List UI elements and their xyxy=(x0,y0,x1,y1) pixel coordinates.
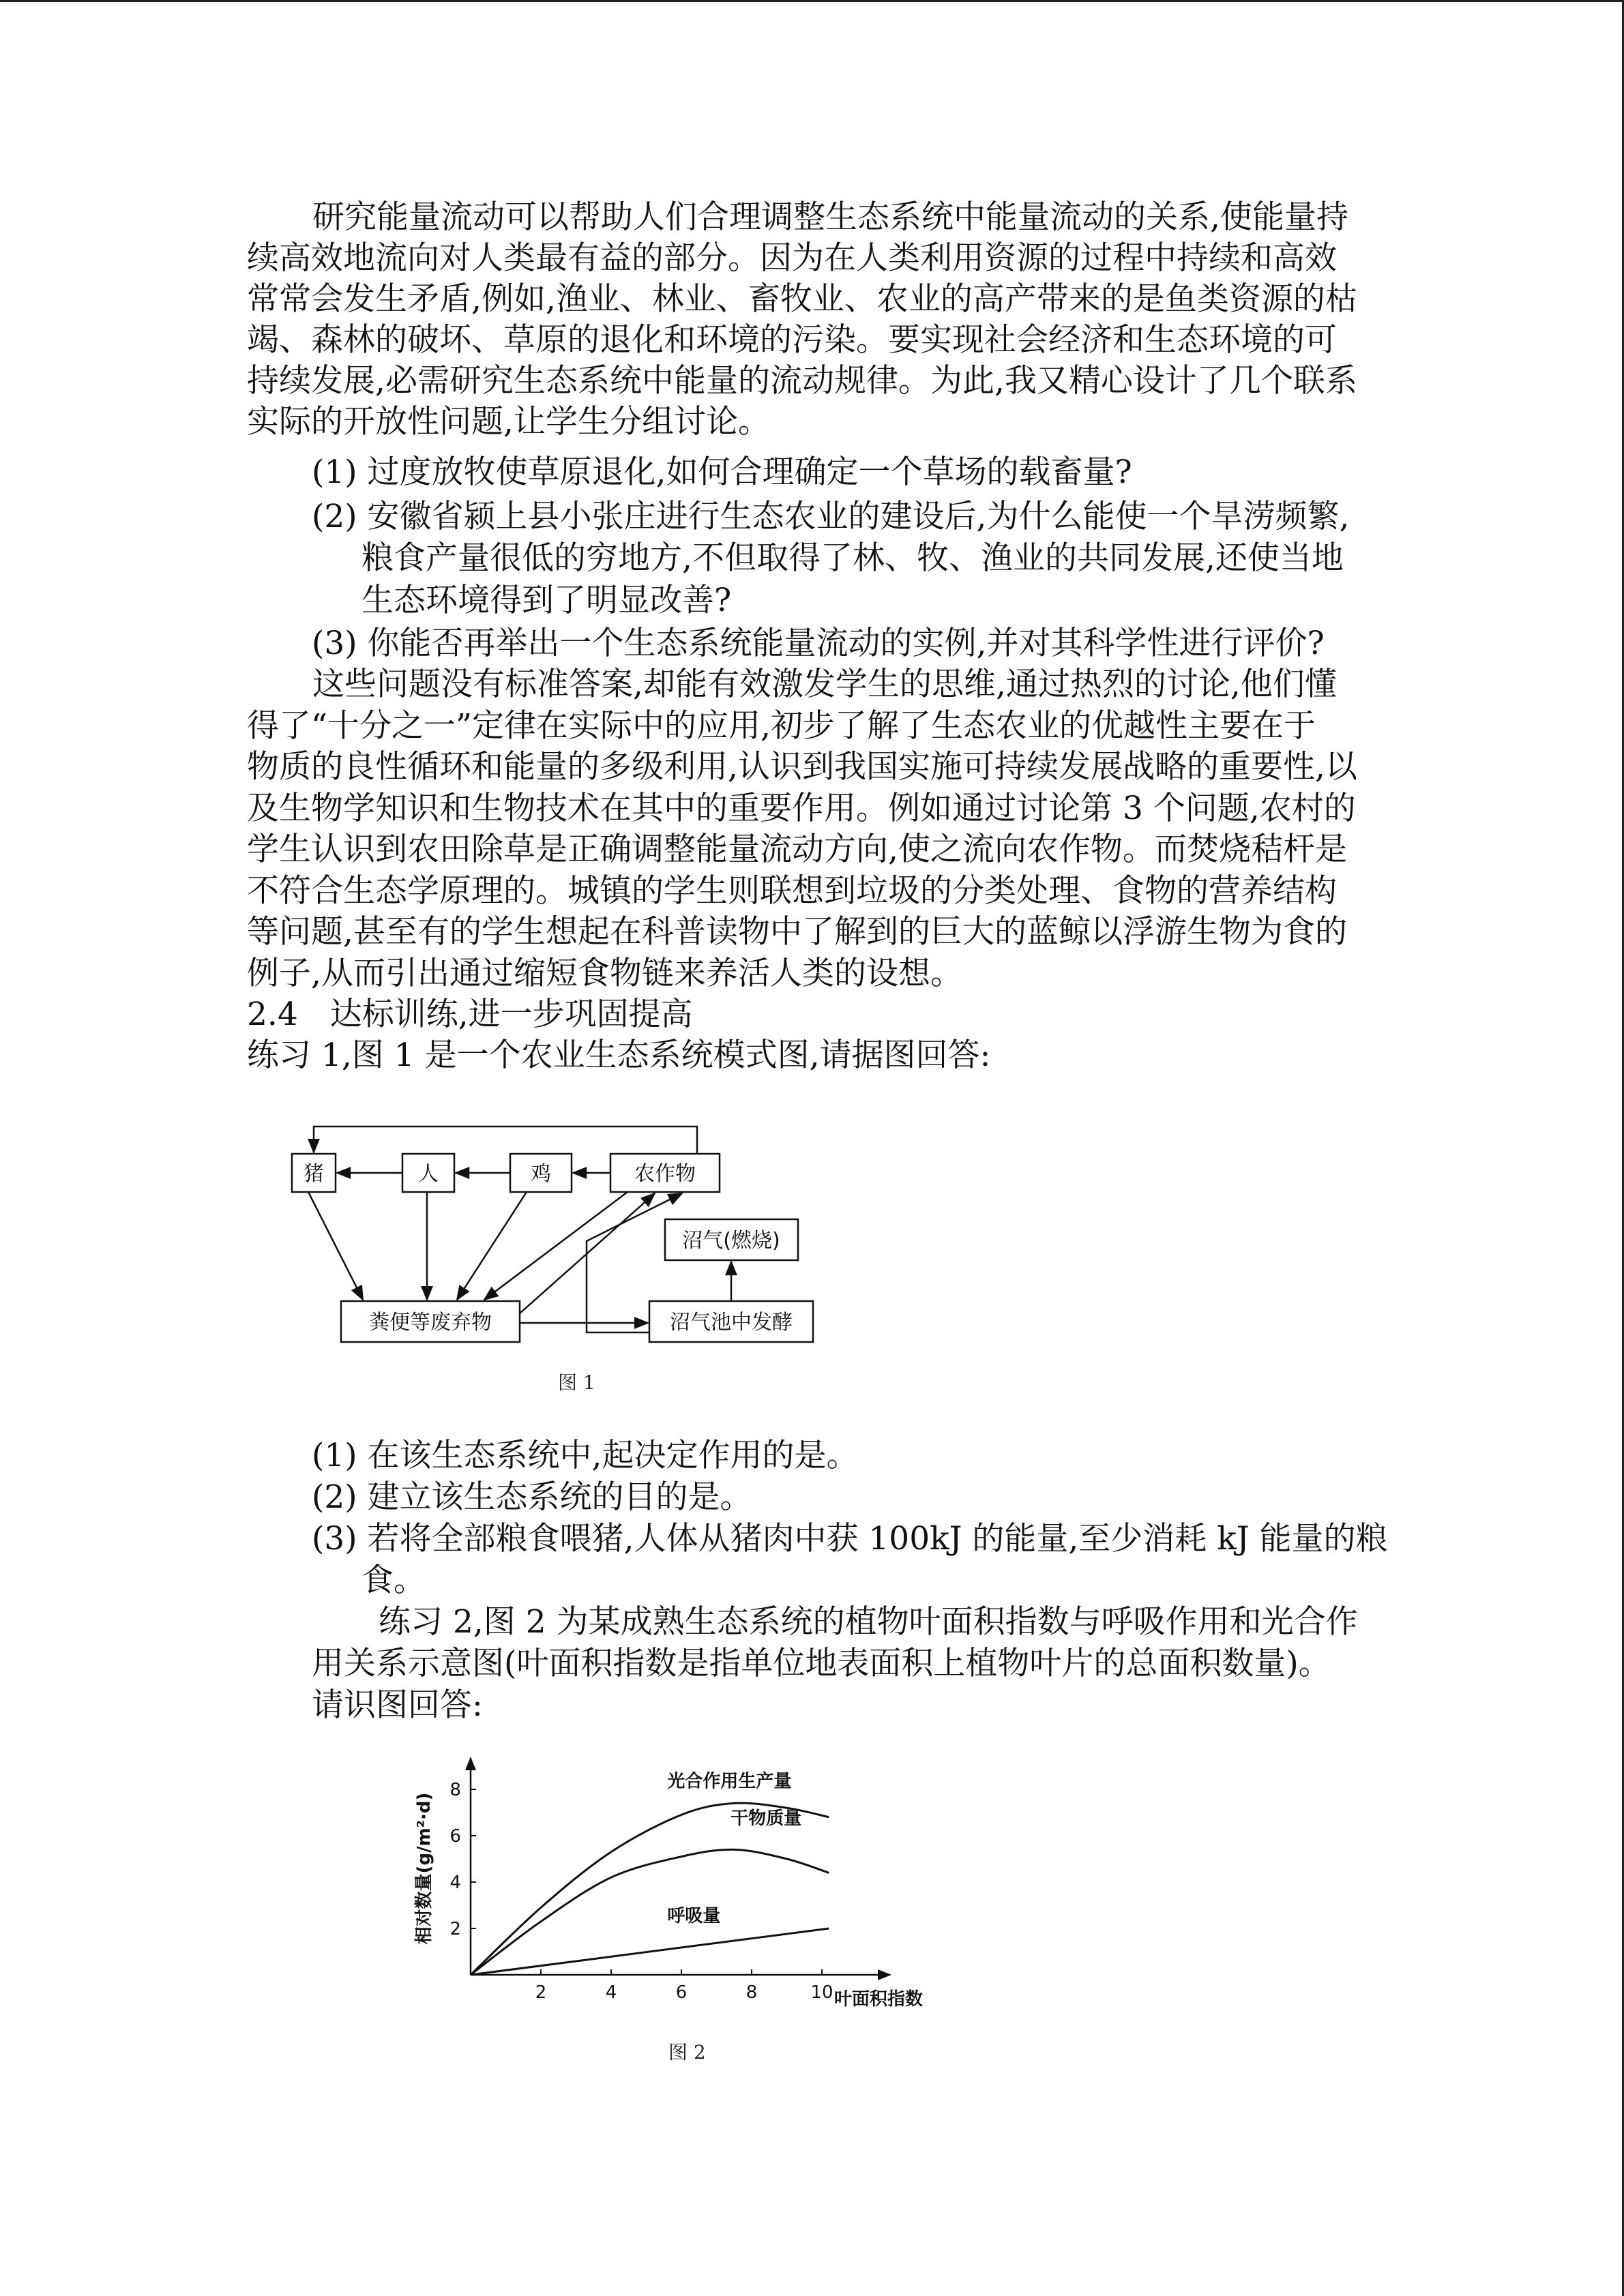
series-line xyxy=(471,1849,829,1975)
series-label: 干物质量 xyxy=(730,1808,802,1829)
node-human-label: 人 xyxy=(418,1162,439,1186)
node-waste-label: 粪便等废弃物 xyxy=(369,1311,492,1335)
y-tick-label: 8 xyxy=(449,1780,461,1800)
paragraph1-line: 常常会发生矛盾,例如,渔业、林业、畜牧业、农业的高产带来的是鱼类资源的枯 xyxy=(247,280,1357,318)
question-2-line: 粮食产量很低的穷地方,不但取得了林、牧、渔业的共同发展,还使当地 xyxy=(361,539,1344,577)
node-pig-label: 猪 xyxy=(304,1162,324,1186)
exercise1-question-2: (2) 建立该生态系统的目的是。 xyxy=(312,1478,752,1516)
exercise1-question-3-line: 食。 xyxy=(361,1562,426,1599)
x-tick-label: 10 xyxy=(810,1982,833,2003)
question-1: (1) 过度放牧使草原退化,如何合理确定一个草场的载畜量? xyxy=(312,453,1132,491)
x-tick-label: 8 xyxy=(745,1982,758,2003)
paragraph1-line: 续高效地流向对人类最有益的部分。因为在人类利用资源的过程中持续和高效 xyxy=(247,239,1337,277)
figure2-chart xyxy=(402,1746,948,2032)
series-label: 呼吸量 xyxy=(667,1905,721,1926)
question-2-line: (2) 安徽省颍上县小张庄进行生态农业的建设后,为什么能使一个旱涝频繁, xyxy=(312,498,1350,535)
paragraph1-line: 持续发展,必需研究生态系统中能量的流动规律。为此,我又精心设计了几个联系 xyxy=(247,362,1357,400)
figure1-caption: 图 1 xyxy=(558,1371,595,1394)
node-chicken-label: 鸡 xyxy=(531,1162,551,1186)
exercise2-line: 请识图回答: xyxy=(312,1686,483,1724)
arrow-crops-waste xyxy=(484,1192,628,1300)
figure2-caption: 图 2 xyxy=(668,2041,706,2063)
paragraph1-line: 实际的开放性问题,让学生分组讨论。 xyxy=(247,403,770,441)
y-tick-label: 2 xyxy=(449,1919,461,1939)
paragraph2-line: 学生认识到农田除草是正确调整能量流动方向,使之流向农作物。而焚烧秸杆是 xyxy=(247,831,1347,868)
section-heading: 2.4 达标训练,进一步巩固提高 xyxy=(247,996,693,1033)
arrow-chicken-waste xyxy=(457,1192,527,1300)
exercise1-intro: 练习 1,图 1 是一个农业生态系统模式图,请据图回答: xyxy=(247,1037,991,1074)
y-tick-label: 6 xyxy=(449,1826,461,1847)
series-label: 光合作用生产量 xyxy=(667,1771,792,1792)
exercise2-line: 练习 2,图 2 为某成熟生态系统的植物叶面积指数与呼吸作用和光合作 xyxy=(379,1603,1358,1641)
x-tick-label: 2 xyxy=(535,1982,547,2003)
x-axis-label: 叶面积指数 xyxy=(833,1989,924,2010)
node-ferment-label: 沼气池中发酵 xyxy=(670,1311,793,1335)
y-tick-label: 4 xyxy=(449,1873,461,1893)
paragraph2-line: 等问题,甚至有的学生想起在科普读物中了解到的巨大的蓝鲸以浮游生物为食的 xyxy=(247,913,1347,951)
x-tick-label: 4 xyxy=(605,1982,617,2003)
question-3: (3) 你能否再举出一个生态系统能量流动的实例,并对其科学性进行评价? xyxy=(312,625,1325,662)
paragraph2-line: 及生物学知识和生物技术在其中的重要作用。例如通过讨论第 3 个问题,农村的 xyxy=(247,790,1356,827)
node-biogas-label: 沼气(燃烧) xyxy=(682,1229,780,1253)
x-tick-label: 6 xyxy=(675,1982,688,2003)
exercise1-question-3-line: (3) 若将全部粮食喂猪,人体从猪肉中获 100kJ 的能量,至少消耗 kJ 能量的粮 xyxy=(312,1520,1388,1557)
y-axis-label: 相对数量(g/m²·d) xyxy=(414,1792,434,1945)
paragraph1-line: 竭、森林的破坏、草原的退化和环境的污染。要实现社会经济和生态环境的可 xyxy=(247,321,1337,359)
paragraph2-line: 不符合生态学原理的。城镇的学生则联想到垃圾的分类处理、食物的营养结构 xyxy=(247,872,1337,910)
paragraph2-line: 物质的良性循环和能量的多级利用,认识到我国实施可持续发展战略的重要性,以 xyxy=(247,748,1357,786)
node-crops-label: 农作物 xyxy=(634,1162,696,1186)
arrow-crops-pig xyxy=(314,1127,697,1154)
paragraph2-line: 得了“十分之一”定律在实际中的应用,初步了解了生态农业的优越性主要在于 xyxy=(247,707,1316,745)
series-line xyxy=(471,1928,829,1975)
figure1-diagram xyxy=(273,1112,859,1405)
page-border-top xyxy=(0,0,1624,2)
question-2-line: 生态环境得到了明显改善? xyxy=(361,582,732,619)
exercise2-line: 用关系示意图(叶面积指数是指单位地表面积上植物叶片的总面积数量)。 xyxy=(312,1645,1331,1682)
arrow-ferment-crops xyxy=(587,1193,682,1332)
exercise1-question-1: (1) 在该生态系统中,起决定作用的是。 xyxy=(312,1437,859,1474)
paragraph2-line: 这些问题没有标准答案,却能有效激发学生的思维,通过热烈的讨论,他们懂 xyxy=(312,666,1337,703)
paragraph1-line: 研究能量流动可以帮助人们合理调整生态系统中能量流动的关系,使能量持 xyxy=(312,198,1348,236)
paragraph2-line: 例子,从而引出通过缩短食物链来养活人类的设想。 xyxy=(247,955,962,992)
arrow-pig-waste xyxy=(308,1192,363,1300)
